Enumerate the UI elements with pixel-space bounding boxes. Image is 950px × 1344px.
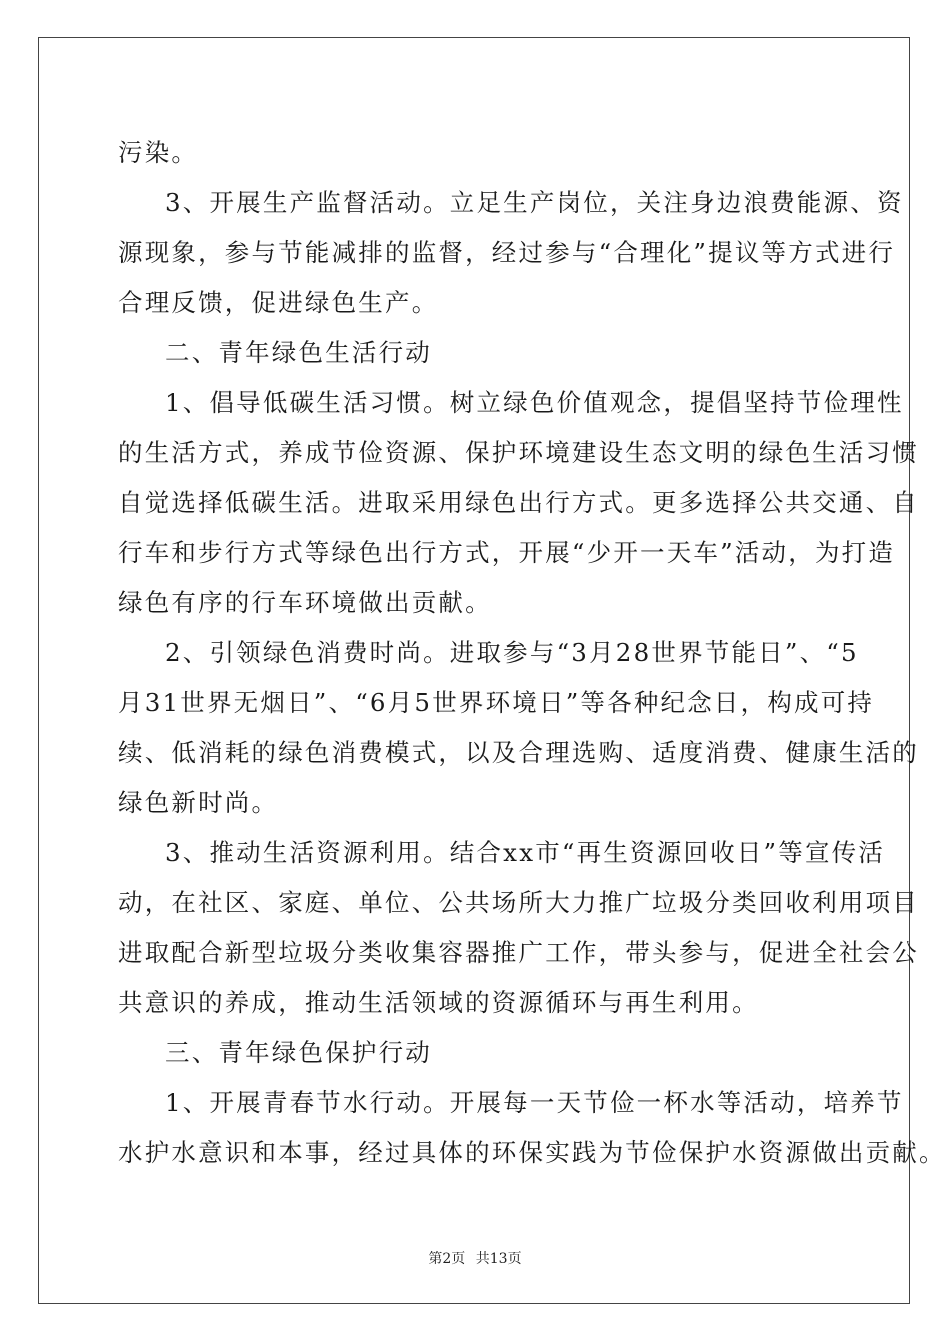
text-line: 3、推动生活资源利用。结合xx市“再生资源回收日”等宣传活 [165,838,886,867]
page-total: 共13页 [475,1251,522,1267]
text-line: 3、开展生产监督活动。立足生产岗位，关注身边浪费能源、资 [165,188,904,217]
page-footer [0,1248,950,1268]
text-line: 2、引领绿色消费时尚。进取参与“3月28世界节能日”、“5 [165,638,859,667]
text-line: 进取配合新型垃圾分类收集容器推广工作，带头参与，促进全社会公 [118,938,919,967]
text-line: 续、低消耗的绿色消费模式，以及合理选购、适度消费、健康生活的 [118,738,919,767]
text-line: 月31世界无烟日”、“6月5世界环境日”等各种纪念日，构成可持 [118,688,875,717]
text-line: 共意识的养成，推动生活领域的资源循环与再生利用。 [118,988,759,1017]
text-line: 动，在社区、家庭、单位、公共场所大力推广垃圾分类回收利用项目 [118,888,919,917]
text-line: 污染。 [118,138,199,167]
document-body [118,128,946,1178]
text-line: 行车和步行方式等绿色出行方式，开展“少开一天车”活动，为打造 [118,538,896,567]
text-line: 的生活方式，养成节俭资源、保护环境建设生态文明的绿色生活习惯 [118,438,919,467]
text-line: 二、青年绿色生活行动 [165,338,432,367]
text-line: 三、青年绿色保护行动 [165,1038,432,1067]
text-line: 水护水意识和本事，经过具体的环保实践为节俭保护水资源做出贡献。 [118,1138,946,1167]
text-line: 1、倡导低碳生活习惯。树立绿色价值观念，提倡坚持节俭理性 [165,388,904,417]
text-line: 1、开展青春节水行动。开展每一天节俭一杯水等活动，培养节 [165,1088,904,1117]
text-line: 源现象，参与节能减排的监督，经过参与“合理化”提议等方式进行 [118,238,896,267]
text-line: 绿色有序的行车环境做出贡献。 [118,588,492,617]
text-line: 自觉选择低碳生活。进取采用绿色出行方式。更多选择公共交通、自 [118,488,919,517]
text-line: 绿色新时尚。 [118,788,279,817]
page-number: 第2页 [428,1251,466,1267]
text-line: 合理反馈，促进绿色生产。 [118,288,439,317]
